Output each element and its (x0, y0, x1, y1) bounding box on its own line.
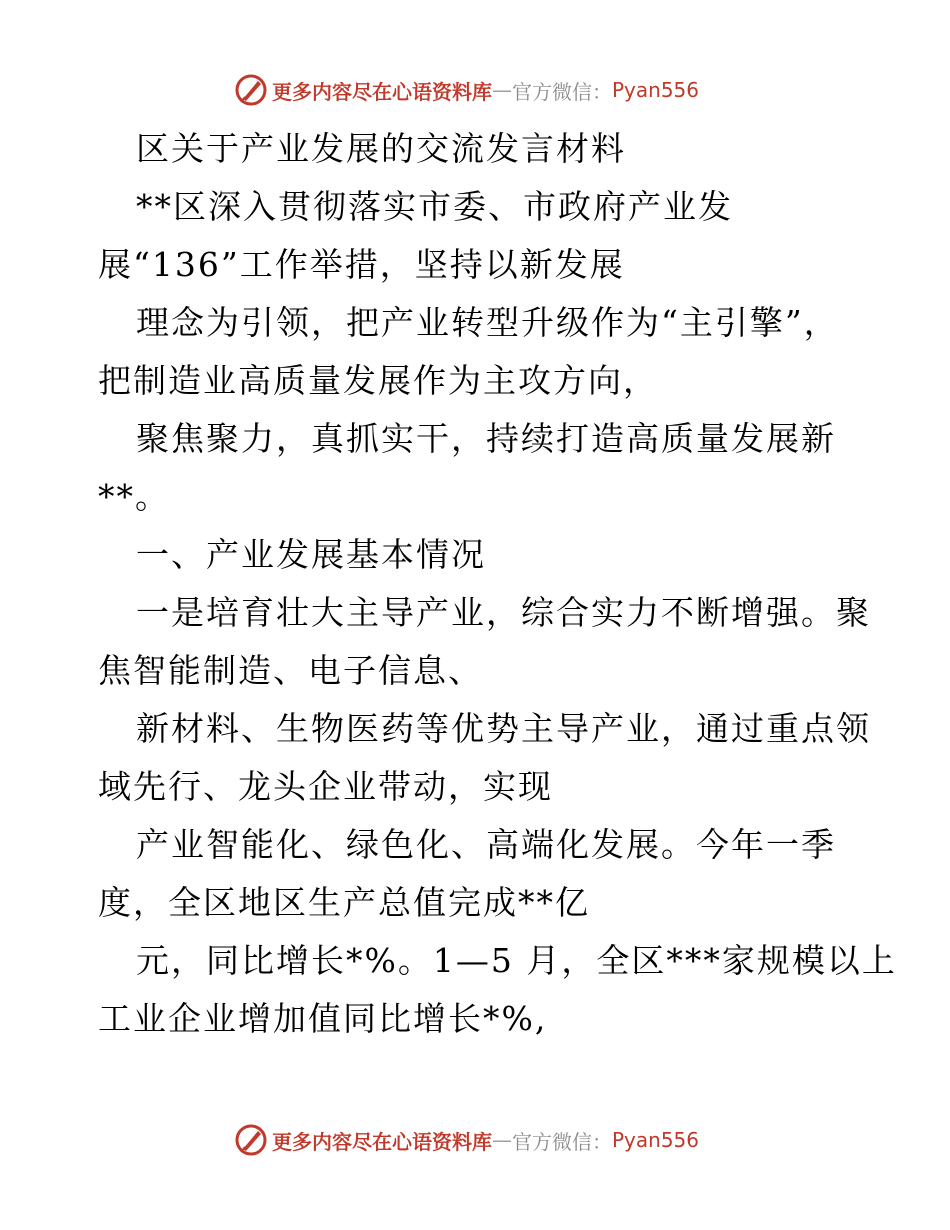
document-title: 区关于产业发展的交流发言材料 (136, 129, 626, 168)
paragraph-line: 新材料、生物医药等优势主导产业，通过重点领 (136, 709, 871, 748)
paragraph-line: **区深入贯彻落实市委、市政府产业发 (136, 187, 733, 226)
paragraph-line: 度，全区地区生产总值完成**亿 (98, 883, 590, 922)
quill-logo-icon (234, 1123, 268, 1157)
footer-watermark (234, 1122, 754, 1158)
section-heading: 一、产业发展基本情况 (136, 535, 486, 574)
paragraph-line: 展“136”工作举措，坚持以新发展 (98, 245, 625, 284)
watermark-sub-text: 官方微信： (512, 1129, 612, 1154)
watermark-wechat-id: Pyan556 (612, 1128, 700, 1152)
paragraph-line: 理念为引领，把产业转型升级作为“主引擎”， (136, 303, 839, 342)
paragraph-line: 把制造业高质量发展作为主攻方向， (98, 361, 658, 400)
paragraph-line: 域先行、龙头企业带动，实现 (98, 767, 553, 806)
watermark-dash: — (492, 1128, 512, 1152)
watermark-sub-text: 官方微信： (512, 79, 612, 104)
paragraph-line: **。 (98, 477, 170, 516)
paragraph-line: 元，同比增长*%。1—5 月，全区***家规模以上 (136, 941, 897, 980)
paragraph-line: 工业企业增加值同比增长*%, (98, 999, 548, 1038)
watermark-main-text: 更多内容尽在心语资料库 (272, 1129, 492, 1154)
paragraph-line: 聚焦聚力，真抓实干，持续打造高质量发展新 (136, 419, 836, 458)
paragraph-line: 一是培育壮大主导产业，综合实力不断增强。聚 (136, 593, 871, 632)
watermark-dash: — (492, 78, 512, 102)
quill-logo-icon (234, 73, 268, 107)
watermark-main-text: 更多内容尽在心语资料库 (272, 79, 492, 104)
document-body (98, 120, 897, 1048)
watermark-wechat-id: Pyan556 (612, 78, 700, 102)
paragraph-line: 产业智能化、绿色化、高端化发展。今年一季 (136, 825, 836, 864)
header-watermark (234, 72, 754, 108)
paragraph-line: 焦智能制造、电子信息、 (98, 651, 483, 690)
